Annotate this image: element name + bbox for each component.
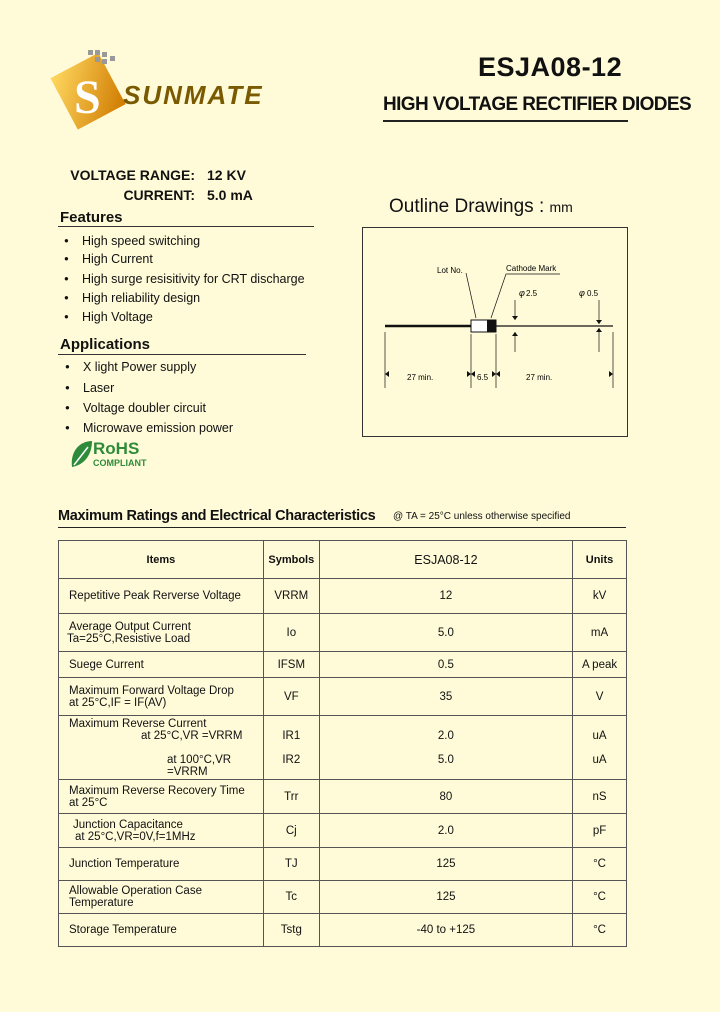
table-row	[59, 848, 627, 881]
item-line: at 25°C	[69, 796, 108, 809]
value-line: 5.0	[437, 753, 454, 766]
ratings-table	[58, 540, 627, 947]
item-cell: Storage Temperature	[59, 914, 264, 947]
unit-line: uA	[592, 753, 607, 766]
item-cell	[59, 814, 264, 848]
unit-cell: V	[573, 678, 627, 716]
ratings-title: Maximum Ratings and Electrical Characteristics	[58, 508, 376, 524]
item-line: at 100°C,VR =VRRM	[167, 753, 232, 778]
value-cell: 80	[319, 780, 572, 814]
outline-drawings-title	[389, 196, 573, 218]
unit-cell: pF	[573, 814, 627, 848]
logo	[48, 48, 130, 133]
cathode-band	[487, 320, 496, 332]
unit-cell: nS	[573, 780, 627, 814]
title-divider	[383, 120, 628, 122]
value-cell: 0.5	[319, 652, 572, 678]
table-row	[59, 652, 627, 678]
item-line: at 25°C,IF = IF(AV)	[69, 696, 167, 709]
list-item: ● High Voltage	[82, 310, 153, 324]
symbol-cell: Tstg	[263, 914, 319, 947]
symbol-cell: Tc	[263, 881, 319, 914]
unit-cell: A peak	[573, 652, 627, 678]
item-line: Average Output Current	[69, 620, 191, 633]
item-cell: Repetitive Peak Rerverse Voltage	[59, 579, 264, 614]
value-cell: 125	[319, 848, 572, 881]
dia-lead-arrow-icon	[596, 320, 602, 324]
item-cell: Junction Temperature	[59, 848, 264, 881]
unit-cell: °C	[573, 848, 627, 881]
outline-title-text: Outline Drawings :	[389, 196, 545, 217]
ratings-divider	[58, 527, 626, 528]
dia-lead-label: 0.5	[587, 289, 599, 298]
header-symbols: Symbols	[263, 541, 319, 579]
value-line: 2.0	[437, 729, 454, 742]
outline-unit: mm	[549, 199, 573, 215]
item-line: at 25°C,VR =VRRM	[141, 729, 243, 742]
value-cell: 125	[319, 881, 572, 914]
dia-lead-arrow-icon	[596, 328, 602, 332]
value-cell	[319, 716, 572, 780]
value-cell: 5.0	[319, 614, 572, 652]
list-item: ● High surge resisitivity for CRT discharge	[82, 272, 305, 286]
symbol-cell: IFSM	[263, 652, 319, 678]
voltage-range-label: VOLTAGE RANGE:	[70, 167, 195, 183]
dia-body-symbol: φ	[519, 288, 525, 298]
list-item: ● High speed switching	[82, 234, 200, 248]
product-subtitle: HIGH VOLTAGE RECTIFIER DIODES	[383, 94, 692, 115]
item-line: Maximum Reverse Recovery Time	[69, 784, 245, 797]
table-row	[59, 614, 627, 652]
item-cell	[59, 780, 264, 814]
value-cell: 2.0	[319, 814, 572, 848]
header-units: Units	[573, 541, 627, 579]
unit-cell	[573, 716, 627, 780]
lot-no-label: Lot No.	[437, 266, 463, 275]
rohs-badge	[68, 437, 158, 476]
item-cell	[59, 716, 264, 780]
list-item: ● Laser	[83, 381, 114, 395]
symbol-cell: TJ	[263, 848, 319, 881]
dia-body-arrow-icon	[512, 316, 518, 320]
dia-body-label: 2.5	[526, 289, 538, 298]
applications-divider	[58, 354, 306, 355]
table-header-row	[59, 541, 627, 579]
svg-text:COMPLIANT: COMPLIANT	[93, 458, 147, 468]
dia-body-arrow-icon	[512, 332, 518, 336]
logo-mark-icon	[48, 48, 130, 133]
list-item: ● X light Power supply	[83, 360, 196, 374]
list-item: ● High reliability design	[82, 291, 200, 305]
value-cell: -40 to +125	[319, 914, 572, 947]
dia-lead-symbol: φ	[579, 288, 585, 298]
body-length: 6.5	[477, 373, 489, 382]
value-cell: 35	[319, 678, 572, 716]
item-line: Junction Capacitance	[73, 818, 183, 831]
unit-cell: mA	[573, 614, 627, 652]
symbol-cell: Cj	[263, 814, 319, 848]
header-items: Items	[59, 541, 264, 579]
item-line: Maximum Reverse Current	[69, 717, 207, 730]
table-row	[59, 716, 627, 780]
list-item: ● Voltage doubler circuit	[83, 401, 206, 415]
table-row	[59, 579, 627, 614]
symbol-cell	[263, 716, 319, 780]
unit-cell: °C	[573, 914, 627, 947]
features-divider	[58, 226, 314, 227]
unit-cell: °C	[573, 881, 627, 914]
symbol-line: IR2	[282, 753, 301, 766]
voltage-range-value: 12 KV	[207, 167, 246, 183]
item-cell	[59, 678, 264, 716]
symbol-cell: Trr	[263, 780, 319, 814]
symbol-line: IR1	[282, 729, 301, 742]
rohs-leaf-icon	[68, 437, 158, 471]
part-number-title: ESJA08-12	[478, 52, 623, 82]
lead-left-length: 27 min.	[407, 373, 434, 382]
cathode-mark-label: Cathode Mark	[506, 264, 557, 273]
unit-cell: kV	[573, 579, 627, 614]
list-item: ● High Current	[82, 252, 153, 266]
lot-no-leader	[466, 273, 476, 318]
item-cell: Allowable Operation Case Temperature	[59, 881, 264, 914]
unit-line: uA	[592, 729, 607, 742]
svg-text:RoHS: RoHS	[93, 439, 140, 458]
outline-drawing-box	[362, 227, 628, 437]
svg-text:S: S	[74, 71, 101, 124]
table-row	[59, 914, 627, 947]
item-cell: Suege Current	[59, 652, 264, 678]
lead-right-length: 27 min.	[526, 373, 553, 382]
applications-heading: Applications	[60, 336, 151, 353]
diode-outline-drawing	[363, 228, 627, 436]
features-heading: Features	[60, 209, 123, 226]
value-cell: 12	[319, 579, 572, 614]
cathode-leader	[491, 274, 506, 318]
list-item: ● Microwave emission power	[83, 421, 233, 435]
table-row	[59, 881, 627, 914]
logo-text: SUNMATE	[123, 80, 264, 110]
item-line: Ta=25°C,Resistive Load	[67, 632, 191, 645]
current-label: CURRENT:	[123, 187, 195, 203]
symbol-cell: VRRM	[263, 579, 319, 614]
current-value: 5.0 mA	[207, 187, 253, 203]
symbol-cell: VF	[263, 678, 319, 716]
header-part: ESJA08-12	[319, 541, 572, 579]
item-line: at 25°C,VR=0V,f=1MHz	[75, 830, 196, 843]
table-row	[59, 780, 627, 814]
symbol-cell: Io	[263, 614, 319, 652]
table-row	[59, 814, 627, 848]
table-row	[59, 678, 627, 716]
item-cell	[59, 614, 264, 652]
item-line: Maximum Forward Voltage Drop	[69, 684, 234, 697]
ratings-note: @ TA = 25°C unless otherwise specified	[393, 511, 571, 522]
